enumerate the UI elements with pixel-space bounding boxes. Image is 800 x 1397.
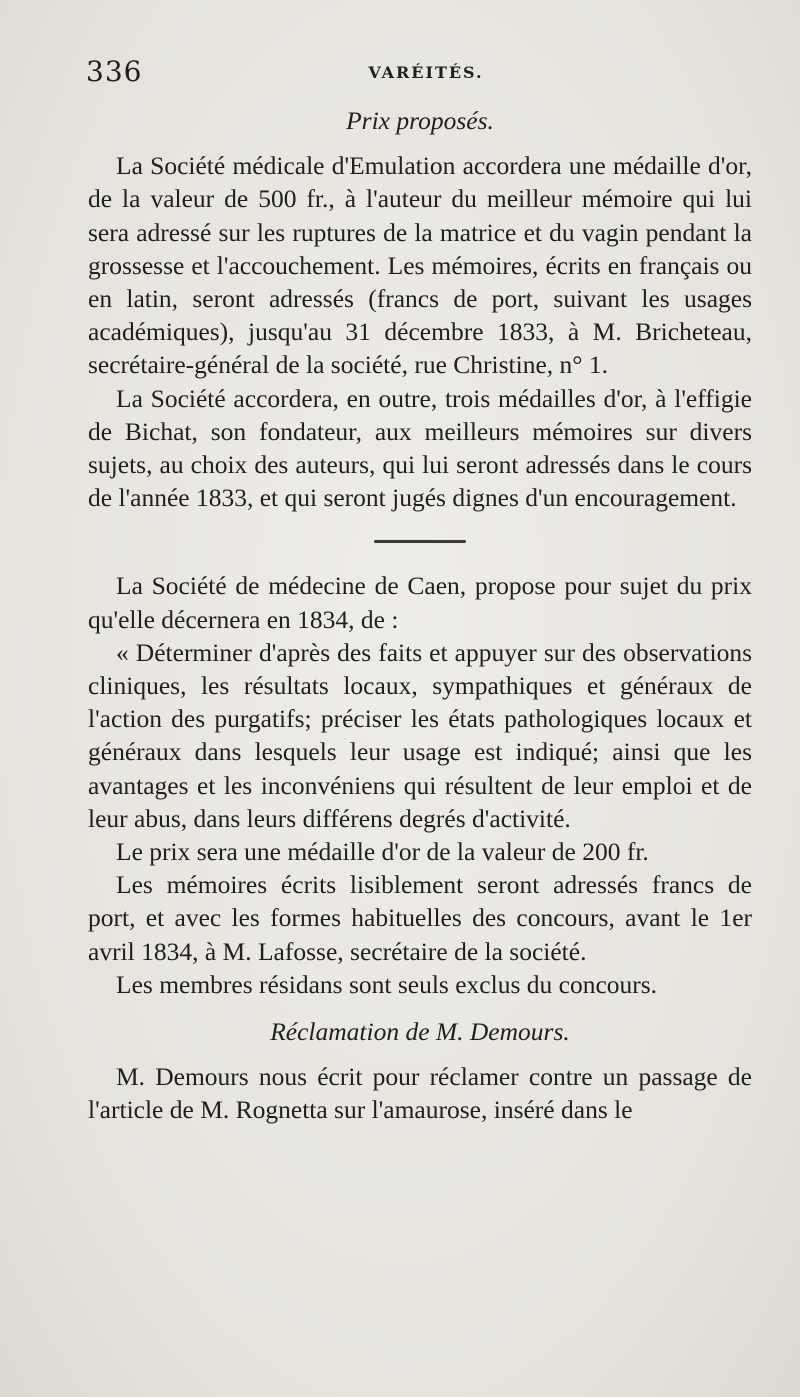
section-divider bbox=[374, 540, 466, 543]
paragraph: Les mémoires écrits lisiblement seront adressés francs de port, et avec les formes habituelles des concours, avant le 1er avril 1834, à M. Lafosse, secrétaire de la société. bbox=[88, 870, 752, 966]
paragraph: « Déterminer d'après des faits et appuyer sur des observations cliniques, les résultats locaux, sympathiques et généraux de l'action des purgatifs; préciser les états pathologiques locaux et généraux dans lesquels leur usage est indiqué; ainsi que les avantages et les inconvéniens qui résultent de leur emploi et de leur abus, dans leurs différens degrés d'activité. bbox=[88, 637, 752, 833]
paragraph: Les membres résidans sont seuls exclus du concours. bbox=[116, 969, 658, 999]
paragraph: La Société médicale d'Emulation accordera une médaille d'or, de la valeur de 500 fr., à l'auteur du meilleur mémoire qui lui sera adressé sur les ruptures de la matrice et du vagin pendant la grossesse et l'accouchement. Les mémoires, écrits en français ou en latin, seront adressés (francs de port, suivant les usages académiques), jusqu'au 31 décembre 1833, à M. Bricheteau, secrétaire-général de la société, rue Christine, n° 1. bbox=[88, 151, 752, 380]
section-title-reclamation: Réclamation de M. Demours. bbox=[270, 1017, 570, 1047]
page-header bbox=[86, 55, 766, 91]
page-body bbox=[88, 104, 752, 1127]
section-title-prix: Prix proposés. bbox=[346, 106, 494, 135]
paragraph: M. Demours nous écrit pour réclamer contre un passage de l'article de M. Rognetta sur l'amaurose, inséré dans le bbox=[88, 1062, 752, 1125]
page-number: 336 bbox=[86, 55, 143, 88]
paragraph: La Société de médecine de Caen, propose pour sujet du prix qu'elle décernera en 1834, de : bbox=[88, 571, 752, 634]
paragraph: Le prix sera une médaille d'or de la valeur de 200 fr. bbox=[116, 837, 649, 867]
running-head: VARÉITÉS. bbox=[368, 63, 484, 82]
paragraph: La Société accordera, en outre, trois médailles d'or, à l'effigie de Bichat, son fondateur, aux meilleurs mémoires sur divers sujets, au choix des auteurs, qui lui seront adressés dans le cours de l'année 1833, et qui seront jugés dignes d'un encouragement. bbox=[88, 383, 752, 513]
